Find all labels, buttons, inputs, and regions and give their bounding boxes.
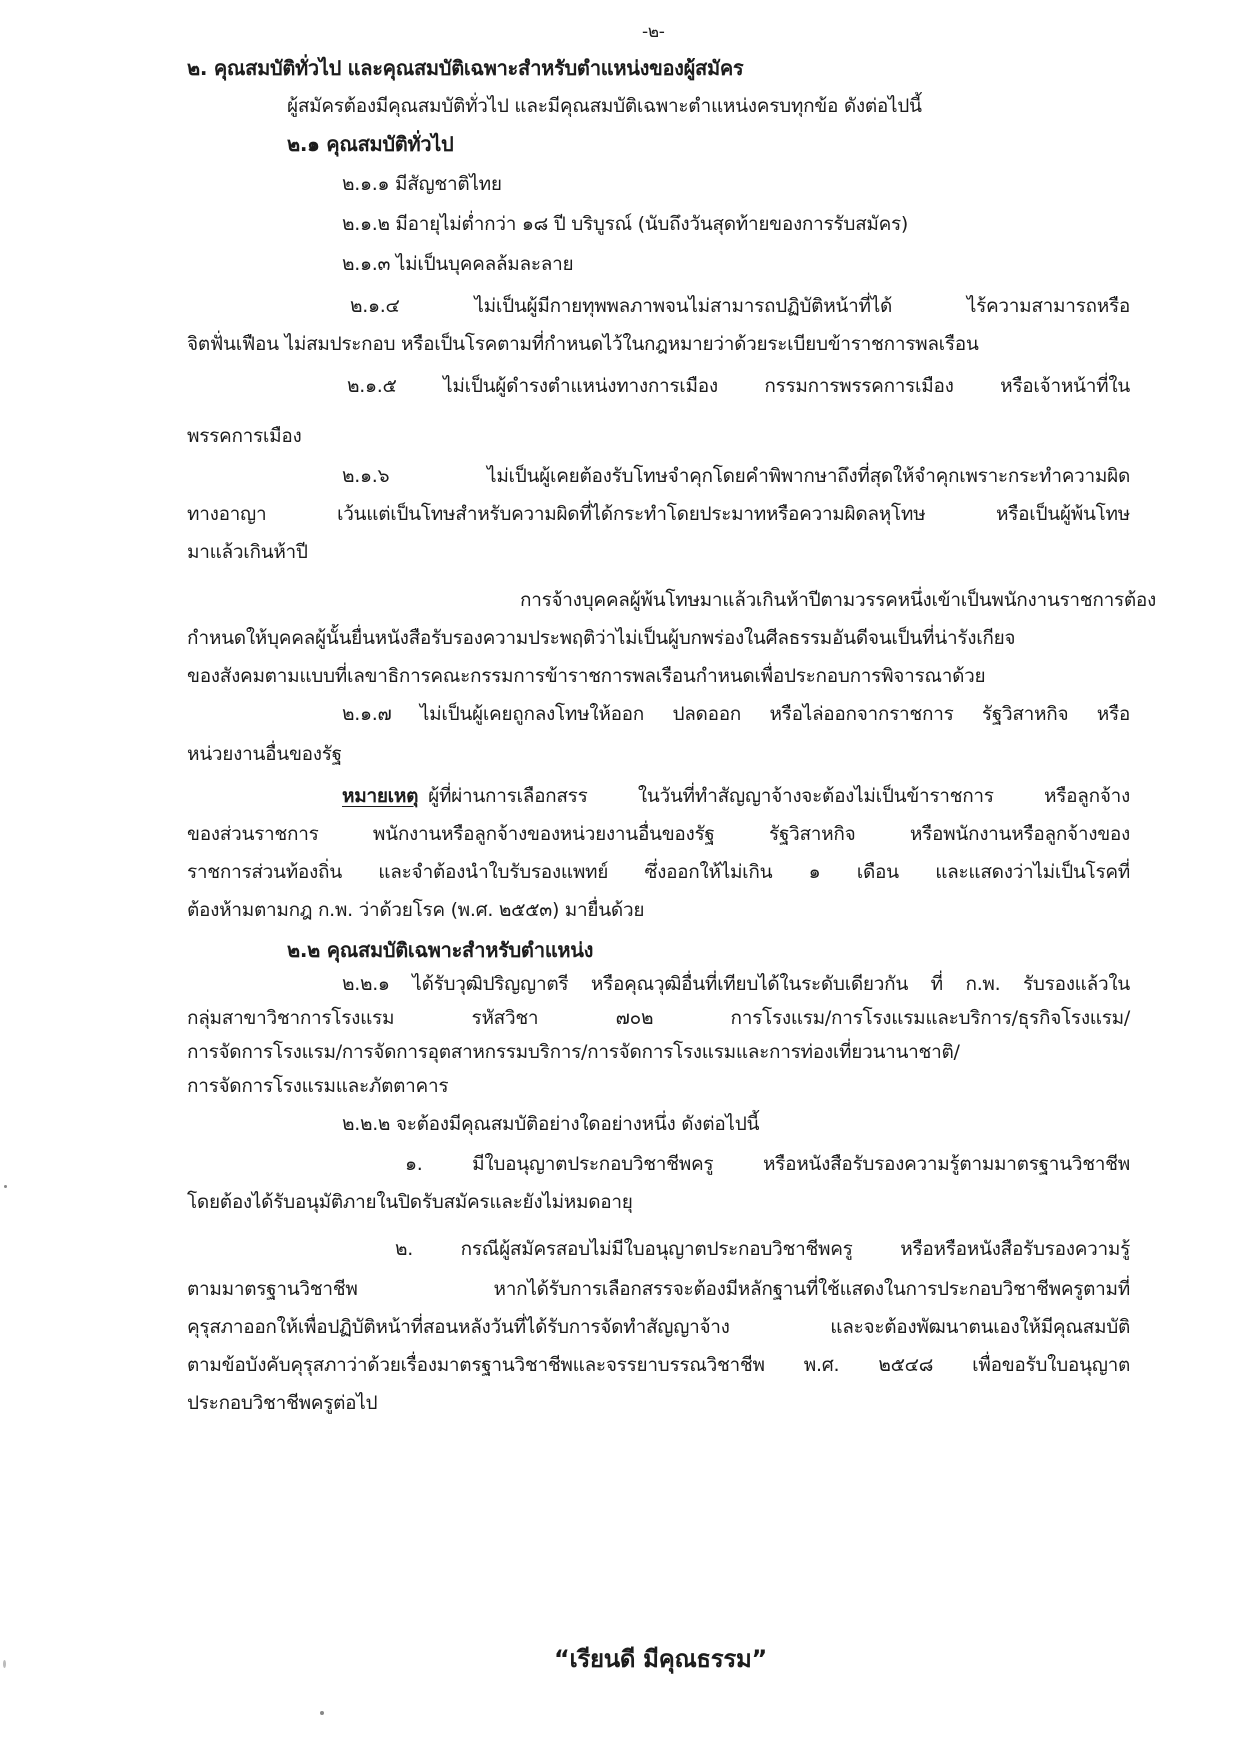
section-2-1-heading: ๒.๑ คุณสมบัติทั่วไป xyxy=(287,132,454,156)
item-2-2-2-sub2-line2: ตามมาตรฐานวิชาชีพ หากได้รับการเลือกสรรจะต้องมีหลักฐานที่ใช้แสดงในการประกอบวิชาชีพครูตามที่ xyxy=(187,1278,1130,1300)
item-2-2-2-sub1-line2: โดยต้องได้รับอนุมัติภายในปิดรับสมัครและยังไม่หมดอายุ xyxy=(187,1191,633,1213)
item-2-2-2-sub2-line3: คุรุสภาออกให้เพื่อปฏิบัติหน้าที่สอนหลังวันที่ได้รับการจัดทำสัญญาจ้าง และจะต้องพัฒนาตนเองให้มีคุณสมบัติ xyxy=(187,1316,1130,1338)
item-2-2-2-line1: ๒.๒.๒ จะต้องมีคุณสมบัติอย่างใดอย่างหนึ่ง ดังต่อไปนี้ xyxy=(342,1113,760,1135)
item-2-1-6-note-line3: ของสังคมตามแบบที่เลขาธิการคณะกรรมการข้าราชการพลเรือนกำหนดเพื่อประกอบการพิจารณาด้วย xyxy=(187,665,986,687)
item-2-2-1-line3: การจัดการโรงแรม/การจัดการอุตสาหกรรมบริการ/การจัดการโรงแรมและการท่องเที่ยวนานาชาติ/ xyxy=(187,1041,960,1063)
item-2-2-2-sub1-line1: ๑. มีใบอนุญาตประกอบวิชาชีพครู หรือหนังสือรับรองความรู้ตามมาตรฐานวิชาชีพ xyxy=(405,1153,1130,1175)
item-2-1-6-line2: ทางอาญา เว้นแต่เป็นโทษสำหรับความผิดที่ได้กระทำโดยประมาทหรือความผิดลหุโทษ หรือเป็นผู้พ้นโทษ xyxy=(187,503,1130,525)
item-2-1-4-line2: จิตฟั่นเฟือน ไม่สมประกอบ หรือเป็นโรคตามที่กำหนดไว้ในกฎหมายว่าด้วยระเบียบข้าราชการพลเรือน xyxy=(187,333,979,355)
scan-speck xyxy=(320,1711,324,1715)
item-2-1-3: ๒.๑.๓ ไม่เป็นบุคคลล้มละลาย xyxy=(342,253,574,275)
scan-speck xyxy=(4,1185,7,1188)
section-2-heading: ๒. คุณสมบัติทั่วไป และคุณสมบัติเฉพาะสำหรับตำแหน่งของผู้สมัคร xyxy=(187,56,744,80)
remark-line1-text: ผู้ที่ผ่านการเลือกสรร ในวันที่ทำสัญญาจ้างจะต้องไม่เป็นข้าราชการ หรือลูกจ้าง xyxy=(428,785,1130,807)
item-2-1-5-line1: ๒.๑.๕ ไม่เป็นผู้ดำรงตำแหน่งทางการเมือง กรรมการพรรคการเมือง หรือเจ้าหน้าที่ใน xyxy=(347,375,1130,397)
section-2-2-heading: ๒.๒ คุณสมบัติเฉพาะสำหรับตำแหน่ง xyxy=(287,938,594,962)
item-2-1-7-line1: ๒.๑.๗ ไม่เป็นผู้เคยถูกลงโทษให้ออก ปลดออก หรือไล่ออกจากราชการ รัฐวิสาหกิจ หรือ xyxy=(342,703,1130,725)
item-2-2-2-sub2-line4: ตามข้อบังคับคุรุสภาว่าด้วยเรื่องมาตรฐานวิชาชีพและจรรยาบรรณวิชาชีพ พ.ศ. ๒๕๔๘ เพื่อขอรับใบอนุญาต xyxy=(187,1354,1130,1376)
item-2-1-6-line3: มาแล้วเกินห้าปี xyxy=(187,541,308,563)
item-2-2-1-line1: ๒.๒.๑ ได้รับวุฒิปริญญาตรี หรือคุณวุฒิอื่นที่เทียบได้ในระดับเดียวกัน ที่ ก.พ. รับรองแล้วใน xyxy=(342,973,1130,995)
remark-line3: ราชการส่วนท้องถิ่น และจำต้องนำใบรับรองแพทย์ ซึ่งออกให้ไม่เกิน ๑ เดือน และแสดงว่าไม่เป็นโรคที่ xyxy=(187,861,1130,883)
remark-line2: ของส่วนราชการ พนักงานหรือลูกจ้างของหน่วยงานอื่นของรัฐ รัฐวิสาหกิจ หรือพนักงานหรือลูกจ้างของ xyxy=(187,823,1130,845)
remark-label: หมายเหตุ xyxy=(342,785,419,807)
item-2-1-5-line2: พรรคการเมือง xyxy=(187,425,302,447)
item-2-1-1: ๒.๑.๑ มีสัญชาติไทย xyxy=(342,173,502,195)
item-2-1-6-note-line1: การจ้างบุคคลผู้พ้นโทษมาแล้วเกินห้าปีตามวรรคหนึ่งเข้าเป็นพนักงานราชการต้อง xyxy=(520,589,1157,611)
item-2-1-7-line2: หน่วยงานอื่นของรัฐ xyxy=(187,743,342,765)
remark-line4: ต้องห้ามตามกฎ ก.พ. ว่าด้วยโรค (พ.ศ. ๒๕๕๓) มายื่นด้วย xyxy=(187,899,645,921)
item-2-2-2-sub2-line1: ๒. กรณีผู้สมัครสอบไม่มีใบอนุญาตประกอบวิชาชีพครู หรือหรือหนังสือรับรองความรู้ xyxy=(395,1238,1130,1260)
item-2-1-2: ๒.๑.๒ มีอายุไม่ต่ำกว่า ๑๘ ปี บริบูรณ์ (นับถึงวันสุดท้ายของการรับสมัคร) xyxy=(342,213,909,235)
item-2-1-4-line1: ๒.๑.๔ ไม่เป็นผู้มีกายทุพพลภาพจนไม่สามารถปฏิบัติหน้าที่ได้ ไร้ความสามารถหรือ xyxy=(350,295,1130,317)
scan-speck xyxy=(3,1660,6,1668)
footer-motto: “เรียนดี มีคุณธรรม” xyxy=(554,1645,767,1673)
page-number: -๒- xyxy=(642,22,665,42)
item-2-2-1-line4: การจัดการโรงแรมและภัตตาคาร xyxy=(187,1075,449,1097)
item-2-2-1-line2: กลุ่มสาขาวิชาการโรงแรม รหัสวิชา ๗๐๒ การโรงแรม/การโรงแรมและบริการ/ธุรกิจโรงแรม/ xyxy=(187,1007,1130,1029)
remark-line1 xyxy=(342,782,1130,810)
item-2-1-6-line1: ๒.๑.๖ ไม่เป็นผู้เคยต้องรับโทษจำคุกโดยคำพิพากษาถึงที่สุดให้จำคุกเพราะกระทำความผิด xyxy=(342,465,1130,487)
item-2-1-6-note-line2: กำหนดให้บุคคลผู้นั้นยื่นหนังสือรับรองความประพฤติว่าไม่เป็นผู้บกพร่องในศีลธรรมอันดีจนเป็นที่น่ารังเกียจ xyxy=(187,627,1016,649)
section-2-intro: ผู้สมัครต้องมีคุณสมบัติทั่วไป และมีคุณสมบัติเฉพาะตำแหน่งครบทุกข้อ ดังต่อไปนี้ xyxy=(287,95,922,117)
item-2-2-2-sub2-line5: ประกอบวิชาชีพครูต่อไป xyxy=(187,1392,378,1414)
